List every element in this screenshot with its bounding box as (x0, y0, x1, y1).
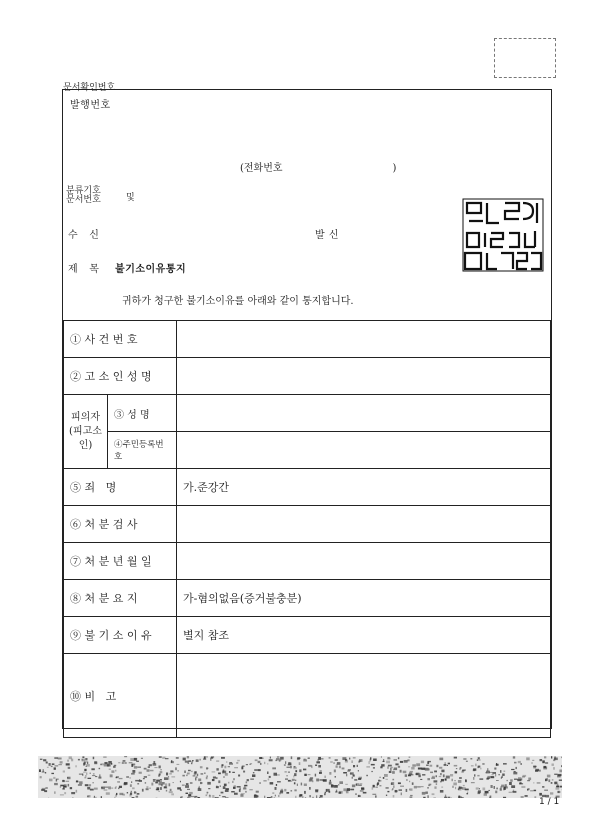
table-row (64, 654, 551, 738)
case-number-value (177, 321, 551, 358)
table-row (64, 395, 551, 432)
table-row (64, 469, 551, 506)
disposition-date-label: ⑦ 처 분 년 월 일 (64, 543, 177, 580)
official-seal (461, 197, 545, 273)
suspect-name-value (177, 395, 551, 432)
case-number-label: ① 사 건 번 호 (64, 321, 177, 358)
complainant-name-label: ② 고 소 인 성 명 (64, 358, 177, 395)
phone-open: (전화번호 (240, 163, 283, 174)
table-row (64, 617, 551, 654)
scan-noise-strip (38, 756, 562, 798)
table-row (64, 432, 551, 469)
disposition-summary-label: ⑧ 처 분 요 지 (64, 580, 177, 617)
non-prosecution-reason-value: 별지 참조 (177, 617, 551, 654)
notice-table (63, 320, 551, 738)
classification-label-line1: 분류기호 (66, 186, 101, 196)
phone-close: ) (392, 163, 397, 174)
subject-value: 불기소이유통지 (115, 264, 187, 275)
suspect-label-line1: 피의자 (71, 411, 100, 423)
table-row (64, 358, 551, 395)
classification-label-line2: 문서번호 (66, 195, 101, 205)
document-confirmation-number-label: 문서확인번호 (63, 83, 116, 93)
phone-line (240, 159, 396, 174)
page-indicator: 1 / 1 (539, 797, 560, 807)
prosecutor-value (177, 506, 551, 543)
classification-label (66, 187, 126, 205)
table-row (64, 506, 551, 543)
crime-label: ⑤ 죄 명 (64, 469, 177, 506)
prosecutor-label: ⑥ 처 분 검 사 (64, 506, 177, 543)
suspect-label (64, 395, 108, 469)
notice-text: 귀하가 청구한 불기소이유를 아래와 같이 통지합니다. (122, 296, 354, 307)
table-row (64, 321, 551, 358)
crime-value: 가.준강간 (177, 469, 551, 506)
disposition-date-value (177, 543, 551, 580)
remarks-label: ⑩ 비 고 (64, 654, 177, 738)
complainant-name-value (177, 358, 551, 395)
table-row (64, 580, 551, 617)
suspect-label-line2: (피고소인) (69, 425, 102, 451)
disposition-summary-value: 가-혐의없음(증거불충분) (177, 580, 551, 617)
non-prosecution-reason-label: ⑨ 불 기 소 이 유 (64, 617, 177, 654)
stamp-box (494, 38, 556, 78)
subject-line (68, 260, 186, 275)
remarks-value (177, 654, 551, 738)
suspect-name-label: ③ 성 명 (108, 395, 177, 432)
issue-number-label: 발행번호 (70, 100, 111, 111)
suspect-id-value (177, 432, 551, 469)
suspect-id-label: ④주민등록번호 (108, 432, 177, 469)
recipient-label: 수 신 (68, 230, 100, 241)
sender-label: 발 신 (315, 230, 339, 241)
table-row (64, 543, 551, 580)
subject-label: 제 목 (68, 264, 100, 275)
classification-and: 및 (126, 193, 135, 203)
